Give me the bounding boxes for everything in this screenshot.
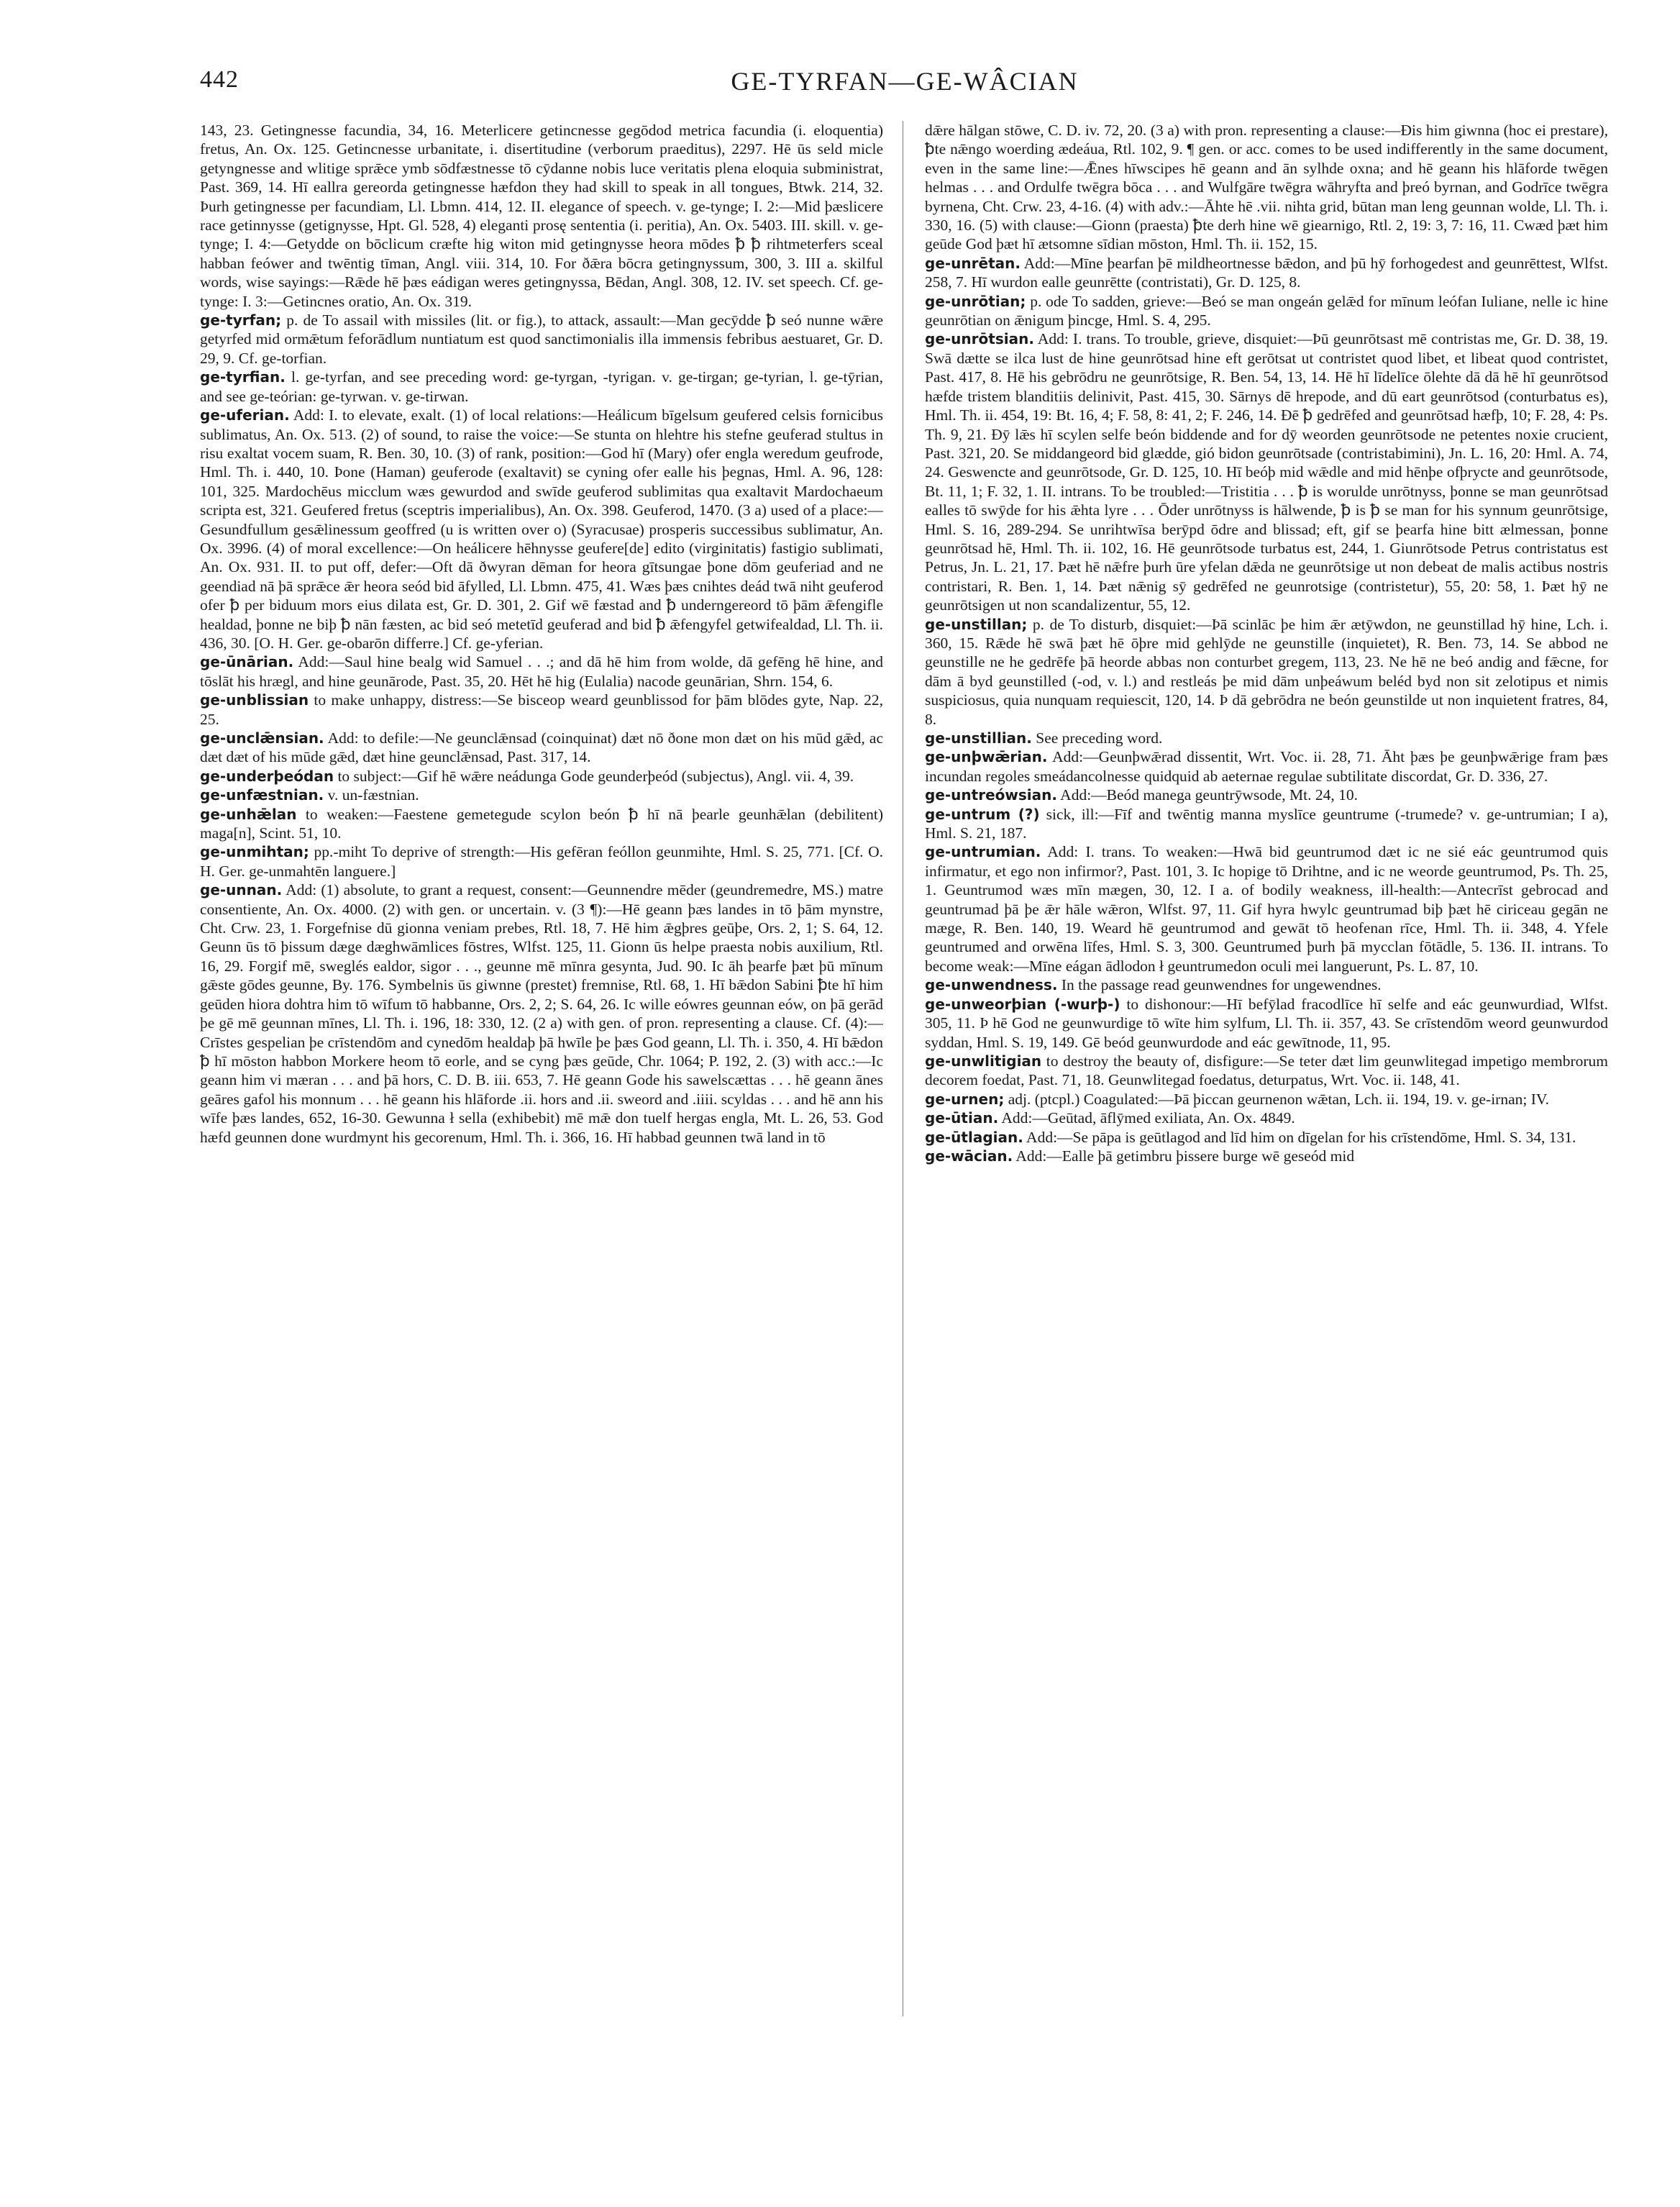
dictionary-entry bbox=[200, 406, 883, 652]
entry-body: See preceding word. bbox=[1036, 729, 1163, 747]
entry-headword: ge-untrumian. bbox=[925, 843, 1041, 861]
dictionary-entry bbox=[200, 729, 883, 767]
entry-body: sick, ill:—Fīf and twēntig manna myslīce geuntrume (-trumede? v. ge-untrumian; I a), Hml. S. 21, 187. bbox=[925, 805, 1608, 842]
entry-body: Add:—Mīne þearfan þē mildheortnesse bǣdon, and þū hȳ forhogedest and geunrēttest, Wlfst. 258, 7. Hī wurdon ealle geunrētte (contristati), Gr. D. 125, 8. bbox=[925, 254, 1608, 291]
entry-body: v. un-fæstnian. bbox=[327, 786, 419, 804]
dictionary-entry bbox=[200, 786, 883, 804]
dictionary-entry bbox=[925, 729, 1608, 747]
entry-headword: ge-wācian. bbox=[925, 1147, 1013, 1165]
dictionary-entry bbox=[925, 1052, 1608, 1090]
entry-body: to destroy the beauty of, disfigure:—Se teter dæt lim geunwlitegad impetigo membrorum decorem foedat, Past. 71, 18. Geunwlitegad foedatus, deturpatus, Wrt. Voc. ii. 148, 41. bbox=[925, 1052, 1608, 1089]
page-number: 442 bbox=[200, 66, 239, 93]
entry-body: Add: I. to elevate, exalt. (1) of local relations:—Heálicum bīgelsum geufered celsis fornicibus sublimatus, An. Ox. 513. (2) of sound, to raise the voice:—Se stunta on hlehtre his stefne geuferad stultus in risu exaltat vocem suam, R. Ben. 30, 10. (3) of rank, position:—God hī (Mary) ofer engla weredum geufrode, Hml. Th. i. 440, 10. Þone (Haman) geuferode (exaltavit) se cyning ofer ealle his þegnas, Hml. A. 96, 128: 101, 325. Mardochēus micclum wæs gewurdod and swīde geuferod sublimitas qua exaltavit Mardochaeum scripta est, 321. Geufered fretus (sceptris imperialibus), An. Ox. 398. Geuferod, 1470. (3 a) used of a place:—Gesundfullum gesǣlinessum geoffred (u is written over o) (Syracusae) prosperis successibus sublimatur, An. Ox. 3996. (4) of moral excellence:—On heálicere hēhnysse geufere[de] edito (virginitatis) fastigio sublimati, An. Ox. 931. II. to put off, defer:—Oft dā ðwyran dēman for heora gītsungae þone dōm geuferiad and ne geendiad nā þā sprǣce ǣr heora seód bid āfylled, Ll. Lbmn. 475, 41. Wæs þæs cnihtes deád twā niht geuferod ofer ꝥ per biduum mors eius dilata est, Gr. D. 301, 2. Gif wē fæstad and ꝥ underngereord tō þām ǣfengifle healdad, þonne ne biþ ꝥ nān fæsten, ac bid seó metetīd geuferad and bid ꝥ ǣfengyfel getwifealdad, Ll. Th. ii. 436, 30. [O. H. Ger. ge-obarōn differre.] Cf. ge-yferian. bbox=[200, 406, 883, 652]
dictionary-entry bbox=[925, 995, 1608, 1052]
entry-headword: ge-unrētan. bbox=[925, 254, 1021, 272]
entry-headword: ge-tyrfian. bbox=[200, 368, 286, 386]
dictionary-entry bbox=[925, 254, 1608, 292]
entry-headword: ge-unclǣnsian. bbox=[200, 729, 324, 747]
entry-body: pp.-miht To deprive of strength:—His gefēran feóllon geunmihte, Hml. S. 25, 771. [Cf. O. H. Ger. ge-unmahtēn languere.] bbox=[200, 843, 883, 880]
dictionary-entry bbox=[925, 786, 1608, 804]
right-column bbox=[925, 121, 1608, 2027]
entry-headword: ge-urnen; bbox=[925, 1090, 1005, 1108]
entry-headword: ge-unwlitigian bbox=[925, 1052, 1042, 1070]
dictionary-entry bbox=[200, 652, 883, 691]
left-column bbox=[200, 121, 883, 2027]
entry-headword: ge-unwendness. bbox=[925, 976, 1058, 994]
dictionary-entry bbox=[200, 368, 883, 406]
entry-body: Add: I. trans. To trouble, grieve, disquiet:—Þū geunrōtsast mē contristas me, Gr. D. 38, 19. Swā dætte se ilca lust de hine geunrōtsad hine eft gerōtsat ut contristet quod libet, et libeat quod contristet, Past. 417, 8. Hē his gebrōdru ne geunrōtsige, R. Ben. 54, 13, 14. Hē hī līdelīce ōlehte dā dā hē hī geunrōtsod hæfde tristem blanditiis delinivit, Past. 415, 30. Sārnys dē hrepode, and dū eart geunrōtsod (conturbatus es), Hml. Th. ii. 454, 19: Bt. 16, 4; F. 58, 8: 41, 2; F. 246, 14. Ðē ꝥ gedrēfed and geunrōtsad hæfþ, 10; F. 28, 4: Ps. Th. 9, 21. Ðȳ lǣs hī scylen selfe beón biddende and for dȳ weorden geunrōtsode ne petentes noxie crucient, Past. 321, 20. Se middangeord bid glædde, gió bidon geunrōtsade (contristabimini), Jn. L. 16, 20: Hml. A. 74, 24. Geswencte and geunrōtsode, Gr. D. 125, 10. Hī beóþ mid wǣdle and mid hēnþe ofþrycte and geunrōtsode, Bt. 11, 1; F. 32, 1. II. intrans. To be troubled:—Tristitia . . . ꝥ is worulde unrōtnyss, þonne se man geunrōtsad ealles tō swȳde for his ǣhta lyre . . . Ōder unrōtnyss is hālwende, ꝥ is ꝥ se man for his synnum geunrōtsige, Hml. S. 16, 289-294. Se unrihtwīsa berȳpd ōdre and blissad; eft, gif se þearfa hine bitt ælmessan, þonne geunrōtsad hē, Hml. Th. ii. 102, 16. Hē geunrōtsode turbatus est, 244, 1. Giunrōtsode Petrus contristatus est Petrus, Jn. L. 21, 17. Þæt hē nǣfre þurh ūre yfelan dǣda ne geunrōtsige ut non debeat de malis actibus nostris contristari, R. Ben. 1, 14. Þæt nǣnig sȳ gedrēfed ne geunrotsige (contristetur), 55, 20: 58, 1. Þæt hȳ ne geunrōtsigen ut non scandalizentur, 55, 12. bbox=[925, 330, 1608, 614]
dictionary-entry bbox=[200, 880, 883, 1147]
entry-headword: ge-tyrfan; bbox=[200, 311, 282, 329]
dictionary-entry bbox=[925, 121, 1608, 254]
entry-headword: ge-ūtlagian. bbox=[925, 1128, 1023, 1146]
running-head: GE-TYRFAN—GE-WÂCIAN bbox=[731, 67, 1079, 96]
dictionary-entry bbox=[925, 747, 1608, 786]
entry-body: Add: (1) absolute, to grant a request, consent:—Geunnendre mēder (geundremedre, MS.) matre consentiente, An. Ox. 4000. (2) with gen. or uncertain. v. (3 ¶):—Hē geann þæs landes in tō þām mynstre, Cht. Crw. 23, 1. Forgefnise dū gionna veniam prebes, Rtl. 18, 7. Hē him ǣgþres geūþe, Ors. 2, 1; S. 64, 12. Geunn ūs tō þissum dæge dæghwāmlices fōstres, Wlfst. 125, 11. Gionn ūs helpe praesta nobis auxilium, Rtl. 16, 29. Forgif mē, sweglés ealdor, sigor . . ., geunne mē mīnra gesynta, Jud. 90. Ic āh þearfe þæt þū mīnum gǣste gōdes geunne, By. 176. Symbelnis ūs giwnne (prestet) fremnise, Rtl. 68, 1. Hī bǣdon Sabini ꝥte hī him geūden hiora dohtra him tō wīfum tō habbanne, Ors. 2, 2; S. 64, 26. Ic wille eówres geunnan eów, on þā gerād þe gē mē geunnan mīnes, Ll. Th. i. 196, 18: 330, 12. (2 a) with gen. of pron. representing a clause. Cf. (4):—Crīstes gespelian þe crīstendōm and cynedōm healdaþ þā hwīle þe þæs God geann, Ll. Th. i. 350, 4. Hī bǣdon ꝥ hī mōston habbon Morkere heom tō eorle, and se cyng þæs geūde, Chr. 1064; P. 192, 2. (3) with acc.:—Ic geann him vi mæran . . . and þā hors, C. D. B. iii. 653, 7. Hē geann Gode his sawelscættas . . . hē geann ānes geāres gafol his monnum . . . hē geann his hlāforde .ii. hors and .ii. sweord and .iiii. scyldas . . . and hē ann his wīfe þæs landes, 652, 16-30. Gewunna ł sella (exhibebit) mē mǣ don tuelf hergas engla, Mt. L. 26, 53. God hæfd geunnen done wurdmynt his gecorenum, Hml. Th. i. 366, 16. Hī habbad geunnen twā land in tō bbox=[200, 881, 883, 1146]
entry-body: p. de To disturb, disquiet:—Þā scinlāc þe him ǣr ætȳwdon, ne geunstillad hȳ hine, Lch. i. 360, 15. Rǣde hē swā þæt hē ōþre mid gehlȳde ne geunstille (inquietet), R. Ben. 73, 14. Se abbod ne geunstille ne he gedrēfe þā heorde abbas non conturbet gregem, 113, 23. Ne hē ne beó andig and fǣcne, for dām ā byd geunstilled (-od, v. l.) and restleás þe mid dām unþeáwum beléd byd non sit zelotipus et nimis suspiciosus, quia nunquam requiescit, 120, 14. Þ dā gebrōdra ne beón geunstilde ut non inquietent fratres, 84, 8. bbox=[925, 615, 1608, 728]
entry-body: Add:—Geūtad, āflȳmed exiliata, An. Ox. 4849. bbox=[1001, 1109, 1295, 1127]
dictionary-entry bbox=[200, 805, 883, 843]
entry-headword: ge-ūtian. bbox=[925, 1109, 999, 1127]
entry-headword: ge-unblissian bbox=[200, 691, 309, 709]
entry-headword: ge-unþwǣrian. bbox=[925, 748, 1048, 766]
dictionary-entry bbox=[200, 311, 883, 368]
entry-headword: ge-unstillan; bbox=[925, 615, 1028, 633]
entry-headword: ge-unrōtsian. bbox=[925, 330, 1034, 348]
entry-headword: ge-unhǣlan bbox=[200, 805, 297, 823]
entry-body: dǣre hālgan stōwe, C. D. iv. 72, 20. (3 a) with pron. representing a clause:—Ðis him giwnna (hoc ei prestare), ꝥte nǣngo woerding ædeáua, Rtl. 102, 9. ¶ gen. or acc. comes to be used indifferently in the same document, even in the same line:—Ǣnes hīwscipes hē geann and ān sylhde oxna; and hē geann his hlāforde twēgen helmas . . . and Ordulfe twēgra bōca . . . and Wulfgāre twēgra wāhryfta and þreó byrnan, and Godrīce twēgra byrnena, Cht. Crw. 23, 4-16. (4) with adv.:—Āhte hē .vii. nihta grid, būtan man leng geunnan wolde, Ll. Th. i. 330, 16. (5) with clause:—Gionn (praesta) ꝥte derh hine wē giearnigo, Rtl. 2, 19: 3, 7: 16, 11. Cwæd þæt him geūde God þæt hī ætsomne sīdian mōston, Hml. Th. ii. 152, 15. bbox=[925, 122, 1608, 253]
entry-body: Add:—Beód manega geuntrȳwsode, Mt. 24, 10. bbox=[1060, 786, 1358, 804]
dictionary-entry bbox=[925, 1147, 1608, 1165]
dictionary-entry bbox=[925, 805, 1608, 843]
dictionary-entry bbox=[925, 1109, 1608, 1127]
entry-body: p. ode To sadden, grieve:—Beó se man ongeán gelǣd for mīnum leófan Iuliane, nelle ic hine geunrōtian on ǣnigum þincge, Hml. S. 4, 295. bbox=[925, 292, 1608, 329]
dictionary-entry bbox=[925, 615, 1608, 729]
entry-body: In the passage read geunwendnes for ungewendnes. bbox=[1061, 976, 1382, 994]
entry-body: 143, 23. Getingnesse facundia, 34, 16. Meterlicere getincnesse gegōdod metrica facundia (i. eloquentia) fretus, An. Ox. 125. Getincnesse urbanitate, i. disertitudine (verborum praeditus), 2297. Hē ūs seld micle getyngnesse and wlitige sprǣce ymb sōdfæstnesse tō cȳdanne nobis luce veritatis plena eloquia subministrat, Past. 369, 14. Hī eallra gereorda getingnesse hæfdon they had skill to speak in all tongues, Btwk. 214, 32. Þurh getingnesse per facundiam, Ll. Lbmn. 414, 12. II. elegance of speech. v. ge-tynge; I. 2:—Mid þæslicere race getinnysse (getignysse, Hpt. Gl. 528, 4) eleganti prosę sententia (i. peritia), An. Ox. 5403. III. skill. v. ge-tynge; I. 4:—Getydde on bōclicum cræfte hig witon mid getingnysse heora mōdes ꝥ ꝥ rihtmeterfers sceal habban feówer and twēntig tīman, Angl. viii. 314, 10. For ðǣra bōcra getingnyssum, 300, 3. III a. skilful words, wise sayings:—Rǣde hē þæs eádigan weres getingnyssa, Bēdan, Angl. 308, 12. IV. set speech. Cf. ge-tynge: I. 3:—Getincnes oratio, An. Ox. 319. bbox=[200, 122, 883, 310]
dictionary-entry bbox=[200, 842, 883, 880]
dictionary-entry bbox=[200, 767, 883, 786]
entry-body: to dishonour:—Hī befȳlad fracodlīce hī selfe and eác geunwurdiad, Wlfst. 305, 11. Þ hē God ne geunwurdige tō wīte him sylfum, Ll. Th. ii. 357, 43. Se crīstendōm weord geunwurdod syddan, Hml. S. 19, 149. Gē beód geunwurdode and eác gewītnode, 11, 95. bbox=[925, 995, 1608, 1051]
entry-headword: ge-unfæstnian. bbox=[200, 786, 324, 804]
entry-body: to subject:—Gif hē wǣre neádunga Gode geunderþeód (subjectus), Angl. vii. 4, 39. bbox=[337, 767, 854, 785]
entry-headword: ge-untrum (?) bbox=[925, 805, 1040, 823]
entry-headword: ge-uferian. bbox=[200, 406, 290, 424]
dictionary-entry bbox=[200, 691, 883, 729]
entry-body: to make unhappy, distress:—Se bisceop weard geunblissod for þām blōdes gyte, Nap. 22, 25. bbox=[200, 691, 883, 728]
entry-headword: ge-unnan. bbox=[200, 881, 283, 899]
entry-body: p. de To assail with missiles (lit. or fig.), to attack, assault:—Man gecȳdde ꝥ seó nunne wǣre getyrfed mid ormǣtum feforādlum nuntiatum est quod sanctimonialis illa immensis febribus aestuaret, Gr. D. 29, 9. Cf. ge-torfian. bbox=[200, 311, 883, 367]
dictionary-entry bbox=[925, 842, 1608, 975]
entry-body: Add:—Geunþwǣrad dissentit, Wrt. Voc. ii. 28, 71. Āht þæs þe geunþwǣrige fram þæs incundan regoles smeádancolnesse quidquid ab aeternae regulae subtilitate discordat, Gr. D. 336, 27. bbox=[925, 748, 1608, 785]
page-header bbox=[200, 66, 1610, 109]
entry-headword: ge-unstillian. bbox=[925, 729, 1032, 747]
entry-headword: ge-untreówsian. bbox=[925, 786, 1057, 804]
entry-body: Add:—Se pāpa is geūtlagod and līd him on dīgelan for his crīstendōme, Hml. S. 34, 131. bbox=[1026, 1128, 1576, 1146]
entry-headword: ge-unweorþian (-wurþ-) bbox=[925, 995, 1120, 1013]
entry-headword: ge-ūnārian. bbox=[200, 653, 294, 671]
entry-body: Add:—Ealle þā getimbru þissere burge wē geseód mid bbox=[1015, 1147, 1355, 1165]
entry-headword: ge-underþeódan bbox=[200, 767, 334, 785]
entry-body: Add: to defile:—Ne geunclǣnsad (coinquinat) dæt nō ðone mon dæt on his mūd gǣd, ac dæt dæt of his mūde gǣd, dæt hine geunclǣnsad, Past. 317, 14. bbox=[200, 729, 883, 766]
entry-body: to weaken:—Faestene gemetegude scylon beón ꝥ hī nā þearle geunhǣlan (debilitent) maga[n], Scint. 51, 10. bbox=[200, 805, 883, 842]
entry-headword: ge-unmihtan; bbox=[200, 843, 309, 861]
entry-body: Add:—Saul hine bealg wid Samuel . . .; and dā hē him from wolde, dā gefēng hē hine, and tōslāt his hrægl, and hine geunārode, Past. 35, 20. Hēt hē hig (Eulalia) nacode geunārian, Shrn. 154, 6. bbox=[200, 653, 883, 690]
entry-body: adj. (ptcpl.) Coagulated:—Þā þiccan geurnenon wǣtan, Lch. ii. 194, 19. v. ge-irnan; IV. bbox=[1008, 1090, 1550, 1108]
dictionary-entry bbox=[200, 121, 883, 311]
dictionary-entry bbox=[925, 292, 1608, 330]
dictionary-entry bbox=[925, 1128, 1608, 1147]
entry-body: l. ge-tyrfan, and see preceding word: ge-tyrgan, -tyrigan. v. ge-tirgan; ge-tyrian, l. ge-tȳrian, and see ge-teórian: ge-tyrwan. v. ge-tirwan. bbox=[200, 368, 883, 405]
entry-body: Add: I. trans. To weaken:—Hwā bid geuntrumod dæt ic ne sié eác geuntrumod quis infirmatur, et ego non infirmor?, Past. 101, 3. Ic hopige tō Drihtne, and ic ne weorde geuntrumod, Ps. Th. 25, 1. Geuntrumod wæs mīn mægen, 30, 12. I a. of bodily weakness, ill-health:—Antecrīst gebrocad and geuntrumad þā þe ǣr hāle wǣron, Wlfst. 97, 11. Gif hyra hwylc geuntrumad biþ þæt hē ciriceau gegān ne mæge, R. Ben. 140, 19. Weard hē geuntrumod and gewāt tō heofenan rīce, Hml. Th. ii. 348, 4. Yfele geuntrumed and orwēna līfes, Hml. S. 3, 300. Geuntrumed þurh þā mycclan fōtādle, 5. 136. II. intrans. To become weak:—Mīne eágan ādlodon ł geuntrumedon oculi mei languerunt, Ps. L. 87, 10. bbox=[925, 843, 1608, 975]
dictionary-entry bbox=[925, 329, 1608, 614]
entry-headword: ge-unrōtian; bbox=[925, 292, 1026, 310]
dictionary-entry bbox=[925, 1090, 1608, 1109]
dictionary-entry bbox=[925, 975, 1608, 994]
